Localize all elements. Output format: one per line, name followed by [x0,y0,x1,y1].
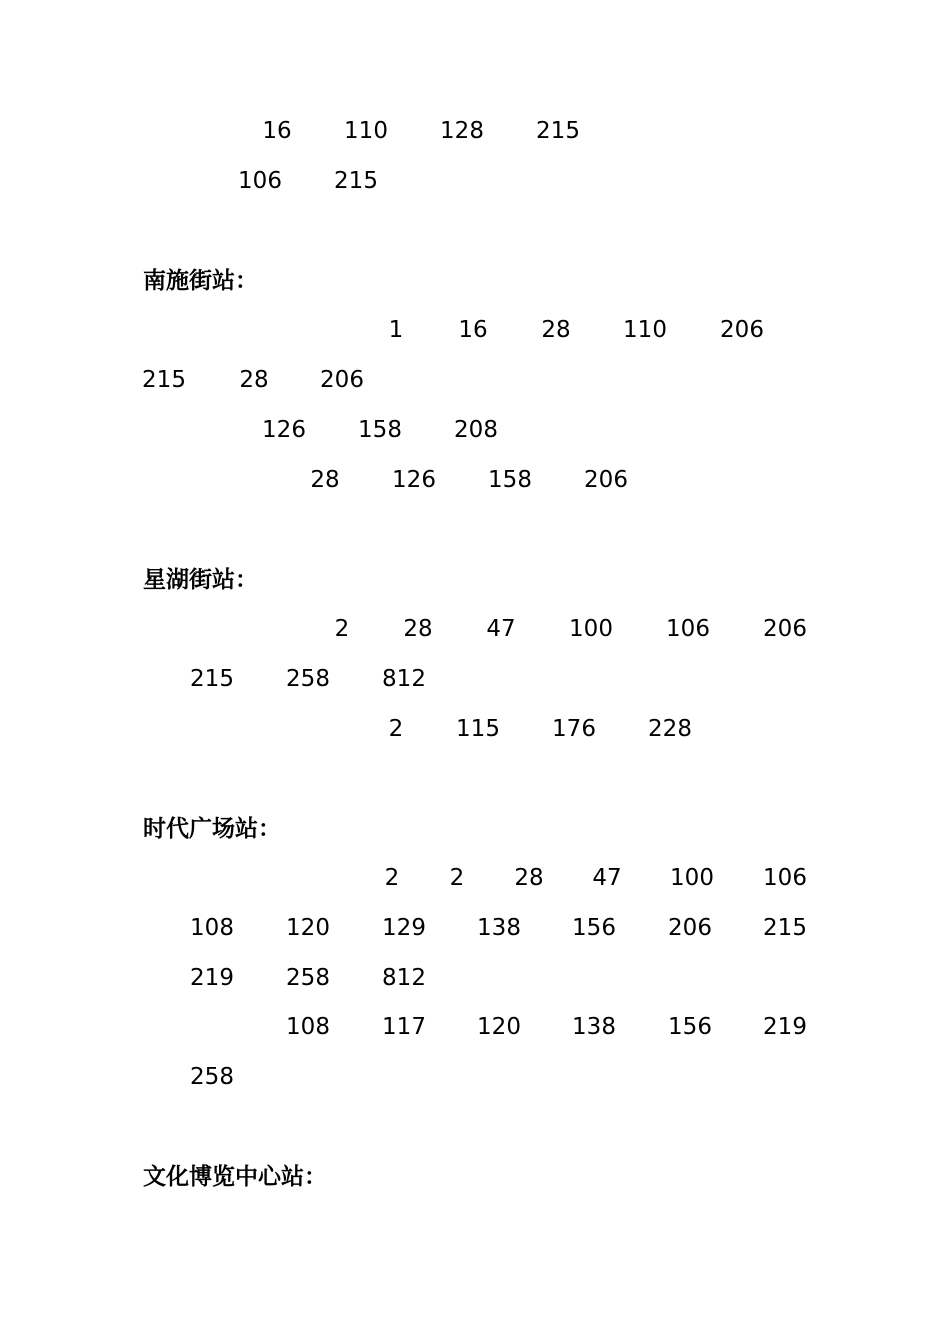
bus-number: 219 [190,965,234,991]
bus-number: 138 [477,915,521,941]
bus-number: 115 [456,716,500,742]
bus-number: 117 [382,1014,426,1040]
bus-number: 258 [286,666,330,692]
bus-number: 2 [388,716,404,742]
bus-number: 208 [454,417,498,443]
bus-number: 128 [440,118,484,144]
bus-number: 108 [286,1014,330,1040]
bus-number: 215 [536,118,580,144]
bus-number: 206 [320,367,364,393]
bus-number: 156 [572,915,616,941]
bus-number: 47 [486,616,516,642]
bus-number: 47 [592,865,622,891]
bus-number: 228 [648,716,692,742]
bus-number: 158 [488,467,532,493]
bus-number: 129 [382,915,426,941]
bus-number: 258 [190,1064,234,1090]
bus-number: 106 [666,616,710,642]
bus-number: 206 [668,915,712,941]
bus-number: 156 [668,1014,712,1040]
bus-number: 28 [541,317,571,343]
bus-number: 158 [358,417,402,443]
bus-number: 28 [403,616,433,642]
bus-number: 110 [623,317,667,343]
bus-number: 110 [344,118,388,144]
bus-number: 16 [458,317,488,343]
bus-number: 126 [262,417,306,443]
bus-number: 106 [238,168,282,194]
bus-number: 2 [449,865,465,891]
bus-number: 120 [286,915,330,941]
bus-number: 206 [763,616,807,642]
bus-number: 28 [239,367,269,393]
bus-number: 176 [552,716,596,742]
station-heading: 时代广场站： [143,816,281,842]
bus-number: 1 [388,317,404,343]
bus-number: 215 [142,367,186,393]
bus-number: 138 [572,1014,616,1040]
bus-number: 812 [382,666,426,692]
bus-number: 126 [392,467,436,493]
station-heading: 文化博览中心站： [143,1164,327,1190]
bus-number: 206 [720,317,764,343]
bus-number: 215 [190,666,234,692]
bus-number: 100 [670,865,714,891]
station-heading: 星湖街站： [143,567,258,593]
bus-number: 219 [763,1014,807,1040]
station-heading: 南施街站： [143,268,258,294]
bus-number: 28 [310,467,340,493]
bus-number: 108 [190,915,234,941]
bus-number: 100 [569,616,613,642]
bus-number: 106 [763,865,807,891]
bus-number: 16 [262,118,292,144]
bus-number: 2 [334,616,350,642]
bus-number: 206 [584,467,628,493]
bus-number: 215 [763,915,807,941]
bus-number: 215 [334,168,378,194]
bus-number: 28 [514,865,544,891]
bus-number: 2 [384,865,400,891]
bus-number: 812 [382,965,426,991]
bus-number: 258 [286,965,330,991]
bus-number: 120 [477,1014,521,1040]
